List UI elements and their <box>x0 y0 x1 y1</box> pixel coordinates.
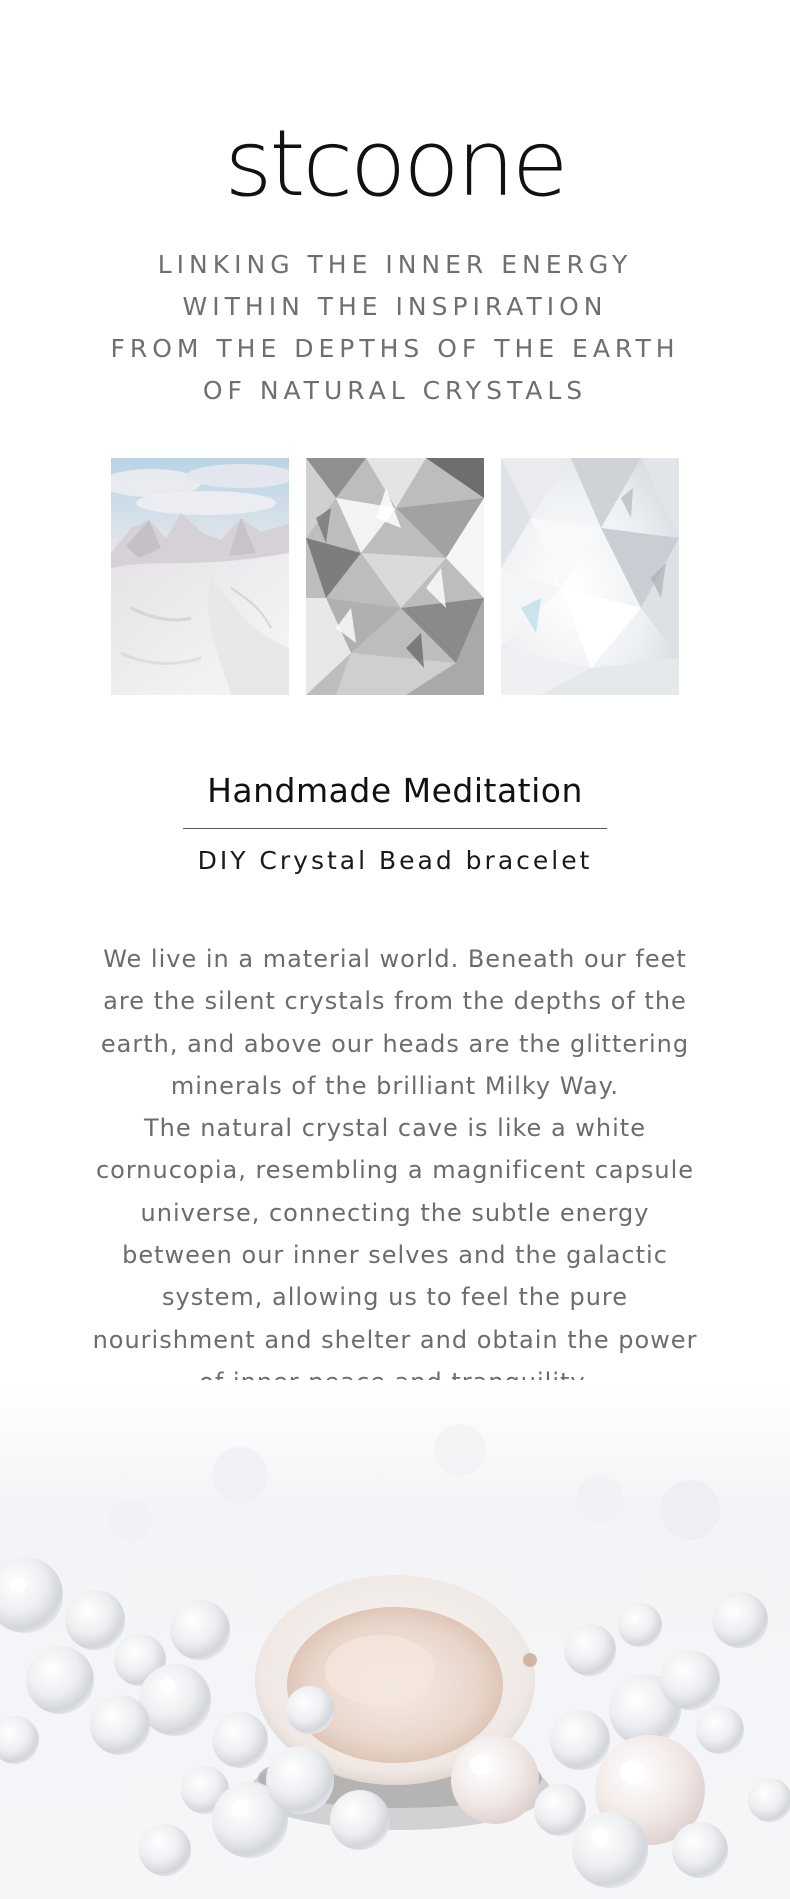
tagline <box>0 244 790 412</box>
description-line: minerals of the brilliant Milky Way. <box>170 1071 620 1100</box>
description-line: The natural crystal cave is like a white <box>144 1114 646 1143</box>
description-line: between our inner selves and the galactic <box>122 1241 668 1270</box>
description-line: system, allowing us to feel the pure <box>161 1283 629 1312</box>
product-description <box>60 938 730 1403</box>
description-line: universe, connecting the subtle energy <box>140 1198 650 1227</box>
product-title: Handmade Meditation <box>207 771 583 810</box>
description-line: are the silent crystals from the depths of the <box>103 987 687 1016</box>
tagline-line: FROM THE DEPTHS OF THE EARTH <box>110 334 680 363</box>
crystal-facets-image <box>306 458 484 695</box>
description-line: cornucopia, resembling a magnificent capsule <box>95 1156 695 1185</box>
description-line: We live in a material world. Beneath our feet <box>103 945 687 973</box>
tagline-line: OF NATURAL CRYSTALS <box>202 376 588 405</box>
diamond-closeup-image <box>501 458 679 695</box>
tagline-line: WITHIN THE INSPIRATION <box>182 292 608 321</box>
snowy-mountain-image <box>111 458 289 695</box>
crystal-geode-beads-image <box>0 1380 790 1899</box>
tagline-line: LINKING THE INNER ENERGY <box>157 250 633 279</box>
description-line: nourishment and shelter and obtain the power <box>92 1325 698 1354</box>
title-divider <box>183 828 607 829</box>
image-gallery <box>111 458 679 695</box>
description-line: earth, and above our heads are the glittering <box>100 1029 690 1058</box>
brand-logo: stcoone <box>224 110 566 217</box>
product-subtitle: DIY Crystal Bead bracelet <box>197 846 593 875</box>
